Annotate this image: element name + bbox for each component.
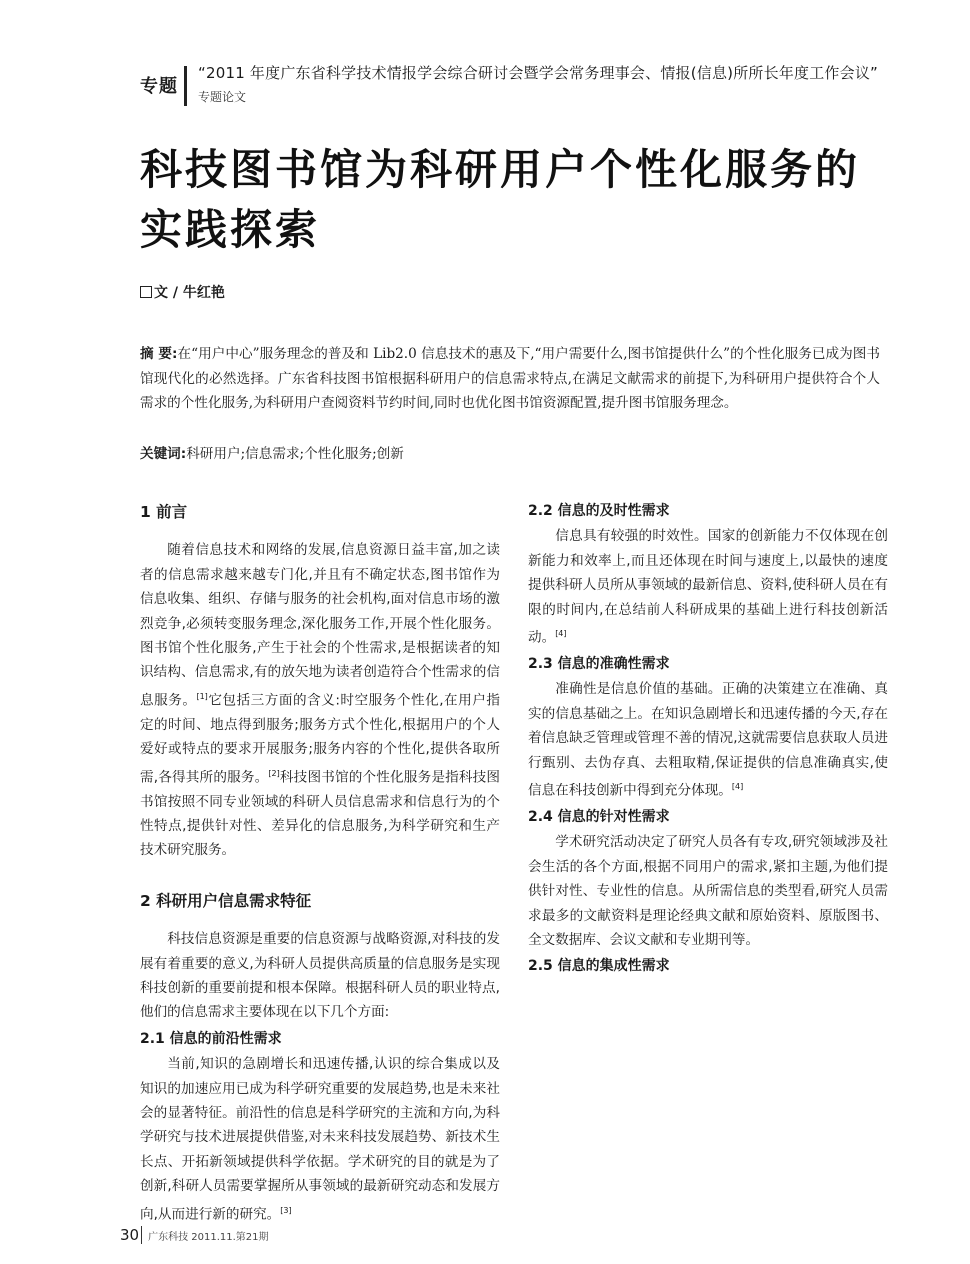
citation: [3] [280,1205,292,1215]
header-divider [184,66,187,106]
footer-divider [141,1226,142,1244]
keywords [140,442,880,466]
subsection-heading: 2.4 信息的针对性需求 [528,808,670,825]
page-header [140,62,940,112]
section-tag: 专题 [140,76,178,97]
journal-info: 广东科技 2011.11.第21期 [148,1232,269,1243]
header-subtitle: 专题论文 [198,90,247,104]
conference-title: “2011 年度广东省科学技术情报学会综合研讨会暨学会常务理事会、情报(信息)所所长年度工作会议” [198,64,878,82]
subsection-heading: 2.2 信息的及时性需求 [528,503,670,519]
paragraph: 信息具有较强的时效性。国家的创新能力不仅体现在创新能力和效率上,而且还体现在时间与速度上,以最快的速度提供科研人员所从事领域的最新信息、资料,使科研人员在有限的时间内,在总结前人科研成果的基础上进行科技创新活动。[4] [528,528,888,646]
abstract [140,342,880,416]
citation: [1] [196,691,208,701]
article-title: 科技图书馆为科研用户个性化服务的实践探索 [140,145,861,254]
citation: [4] [555,629,567,639]
citation: [2] [268,768,280,778]
paragraph: 科技信息资源是重要的信息资源与战略资源,对科技的发展有着重要的意义,为科研人员提供高质量的信息服务是实现科技创新的重要前提和根本保障。根据科研人员的职业特点,他们的信息需求主要体现在以下几个方面: [140,931,500,1021]
abstract-label: 摘 要: [140,346,178,362]
author-line [140,282,225,302]
subsection-heading: 2.3 信息的准确性需求 [528,655,670,672]
author-name: 文 / 牛红艳 [154,285,225,301]
section-heading: 1 前言 [140,503,188,521]
paragraph: 当前,知识的急剧增长和迅速传播,认识的综合集成以及知识的加速应用已成为科学研究重要的发展趋势,也是未来社会的显著特征。前沿性的信息是科学研究的主流和方向,为科学研究与技术进展提供借鉴,对未来科技发展趋势、新技术生长点、开拓新领域提供科学依据。学术研究的目的就是为了创新,科研人员需要掌握所从事领域的最新研究动态和发展方向,从而进行新的研究。[3] [140,1056,500,1223]
left-column [140,500,500,1227]
keywords-text: 科研用户;信息需求;个性化服务;创新 [186,446,404,462]
paragraph: 学术研究活动决定了研究人员各有专攻,研究领域涉及社会生活的各个方面,根据不同用户的需求,紧扣主题,为他们提供针对性、专业性的信息。从所需信息的类型看,研究人员需求最多的文献资料是理论经典文献和原始资料、原版图书、全文数据库、会议文献和专业期刊等。 [528,834,888,948]
author-box-icon [140,286,152,298]
abstract-text: 在“用户中心”服务理念的普及和 Lib2.0 信息技术的惠及下,“用户需要什么,图书馆提供什么”的个性化服务已成为图书馆现代化的必然选择。广东省科技图书馆根据科研用户的信息需求特点,在满足文献需求的前提下,为科研用户提供符合个人需求的个性化服务,为科研用户查阅资料节约时间,同时也优化图书馆资源配置,提升图书馆服务理念。 [140,346,881,411]
keywords-label: 关键词: [140,446,187,462]
citation: [4] [731,782,744,791]
subsection-heading: 2.5 信息的集成性需求 [528,958,670,975]
paragraph: 准确性是信息价值的基础。正确的决策建立在准确、真实的信息基础之上。在知识急剧增长和迅速传播的今天,存在着信息缺乏管理或管理不善的情况,这就需要信息获取人员进行甄别、去伪存真、去粗取精,保证提供的信息准确真实,使信息在科技创新中得到充分体现。[4] [528,681,888,799]
page-number: 30 [120,1226,140,1244]
subsection-heading: 2.1 信息的前沿性需求 [140,1030,282,1047]
section-heading: 2 科研用户信息需求特征 [140,891,312,910]
right-column [528,497,888,980]
paragraph: 随着信息技术和网络的发展,信息资源日益丰富,加之读者的信息需求越来越专门化,并且有不确定状态,图书馆作为信息收集、组织、存储与服务的社会机构,面对信息市场的激烈竞争,必须转变服务理念,深化服务工作,开展个性化服务。图书馆个性化服务,产生于社会的个性需求,是根据读者的知识结构、信息需求,有的放矢地为读者创造符合个性需求的信息服务。[1]它包括三方面的含义:时空服务个性化,在用户指定的时间、地点得到服务;服务方式个性化,根据用户的个人爱好或特点的要求开展服务;服务内容的个性化,提供各取所需,各得其所的服务。[2]科技图书馆的个性化服务是指科技图书馆按照不同专业领域的科研人员信息需求和信息行为的个性特点,提供针对性、差异化的信息服务,为科学研究和生产技术研究服务。 [140,542,500,859]
page-footer [120,1226,269,1244]
